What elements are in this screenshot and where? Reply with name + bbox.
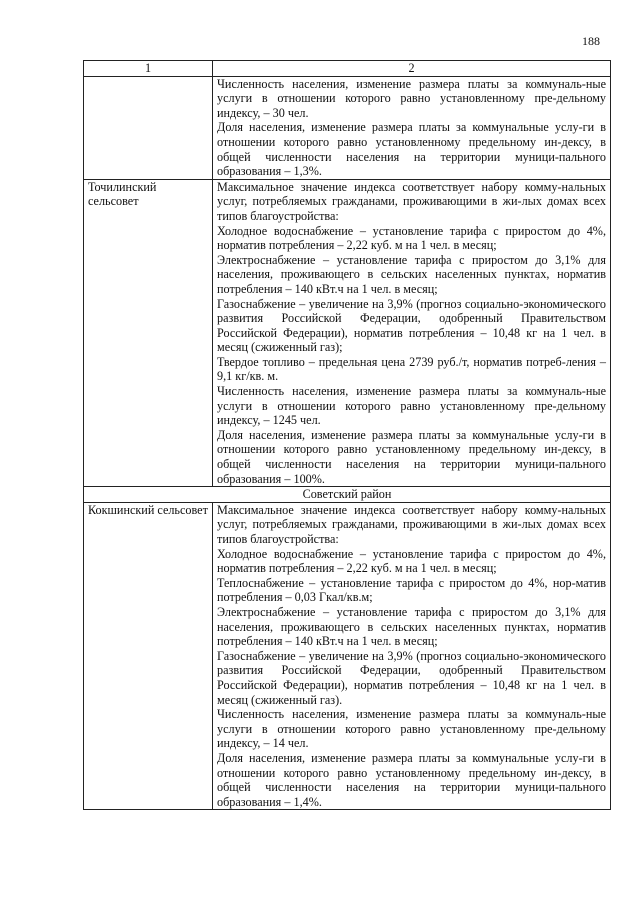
description-paragraph: Максимальное значение индекса соответствует набору комму-нальных услуг, потребляемых гражданами, проживающими в жи-лых домах всех типов благоустройства: xyxy=(217,179,606,223)
table-row xyxy=(84,179,611,486)
description-paragraph: Газоснабжение – увеличение на 3,9% (прогноз социально-экономического развития Российской Федерации, одобренный Правительством Российской Федерации), норматив потребления – 10,48 кг на 1 чел. в месяц (сжиженный газ). xyxy=(217,648,606,707)
municipality-cell: Кокшинский сельсовет xyxy=(84,502,213,809)
description-cell xyxy=(213,76,611,179)
description-paragraph: Твердое топливо – предельная цена 2739 руб./т, норматив потреб-ления – 9,1 кг/кв. м. xyxy=(217,354,606,384)
header-cell-description: 2 xyxy=(213,61,611,77)
description-paragraph: Численность населения, изменение размера платы за коммуналь-ные услуги в отношении которого равно установленному пре-дельному индексу, – 1245 чел. xyxy=(217,384,606,428)
page-number: 188 xyxy=(582,34,600,48)
description-paragraph: Доля населения, изменение размера платы за коммунальные услу-ги в отношении которого равно установленному предельному ин-дексу, в общей численности населения на территории муници-пального образования – 1,3%. xyxy=(217,120,606,179)
description-paragraph: Электроснабжение – установление тарифа с приростом до 3,1% для населения, проживающего в сельских населенных пунктах, норматив потребления – 140 кВт.ч на 1 чел. в месяц; xyxy=(217,252,606,296)
description-paragraph: Холодное водоснабжение – установление тарифа с приростом до 4%, норматив потребления – 2,22 куб. м на 1 чел. в месяц; xyxy=(217,223,606,253)
description-cell xyxy=(213,502,611,809)
description-paragraph: Максимальное значение индекса соответствует набору комму-нальных услуг, потребляемых гражданами, проживающими в жи-лых домах всех типов благоустройства: xyxy=(217,502,606,546)
description-paragraph: Холодное водоснабжение – установление тарифа с приростом до 4%, норматив потребления – 2,22 куб. м на 1 чел. в месяц; xyxy=(217,546,606,576)
indices-table xyxy=(83,60,611,810)
description-paragraph: Численность населения, изменение размера платы за коммуналь-ные услуги в отношении которого равно установленному пре-дельному индексу, – 30 чел. xyxy=(217,76,606,120)
table-row xyxy=(84,76,611,179)
description-paragraph: Доля населения, изменение размера платы за коммунальные услу-ги в отношении которого равно установленному предельному ин-дексу, в общей численности населения на территории муници-пального образования – 100%. xyxy=(217,427,606,486)
municipality-cell: Точилинский сельсовет xyxy=(84,179,213,486)
table-header-row xyxy=(84,61,611,77)
description-paragraph: Доля населения, изменение размера платы за коммунальные услу-ги в отношении которого равно установленному предельному ин-дексу, в общей численности населения на территории муници-пального образования – 1,4%. xyxy=(217,750,606,809)
description-paragraph: Теплоснабжение – установление тарифа с приростом до 4%, нор-матив потребления – 0,03 Гкал/кв.м; xyxy=(217,575,606,605)
region-title: Советский район xyxy=(84,487,611,503)
table-row xyxy=(84,502,611,809)
header-cell-municipality: 1 xyxy=(84,61,213,77)
description-paragraph: Численность населения, изменение размера платы за коммуналь-ные услуги в отношении которого равно установленному пре-дельному индексу, – 14 чел. xyxy=(217,707,606,751)
description-cell xyxy=(213,179,611,486)
region-row xyxy=(84,487,611,503)
description-paragraph: Газоснабжение – увеличение на 3,9% (прогноз социально-экономического развития Российской Федерации, одобренный Правительством Российской Федерации), норматив потребления – 10,48 кг на 1 чел. в месяц (сжиженный газ); xyxy=(217,296,606,355)
table-body xyxy=(84,61,611,810)
description-paragraph: Электроснабжение – установление тарифа с приростом до 3,1% для населения, проживающего в сельских населенных пунктах, норматив потребления – 140 кВт.ч на 1 чел. в месяц; xyxy=(217,604,606,649)
municipality-cell xyxy=(84,76,213,179)
